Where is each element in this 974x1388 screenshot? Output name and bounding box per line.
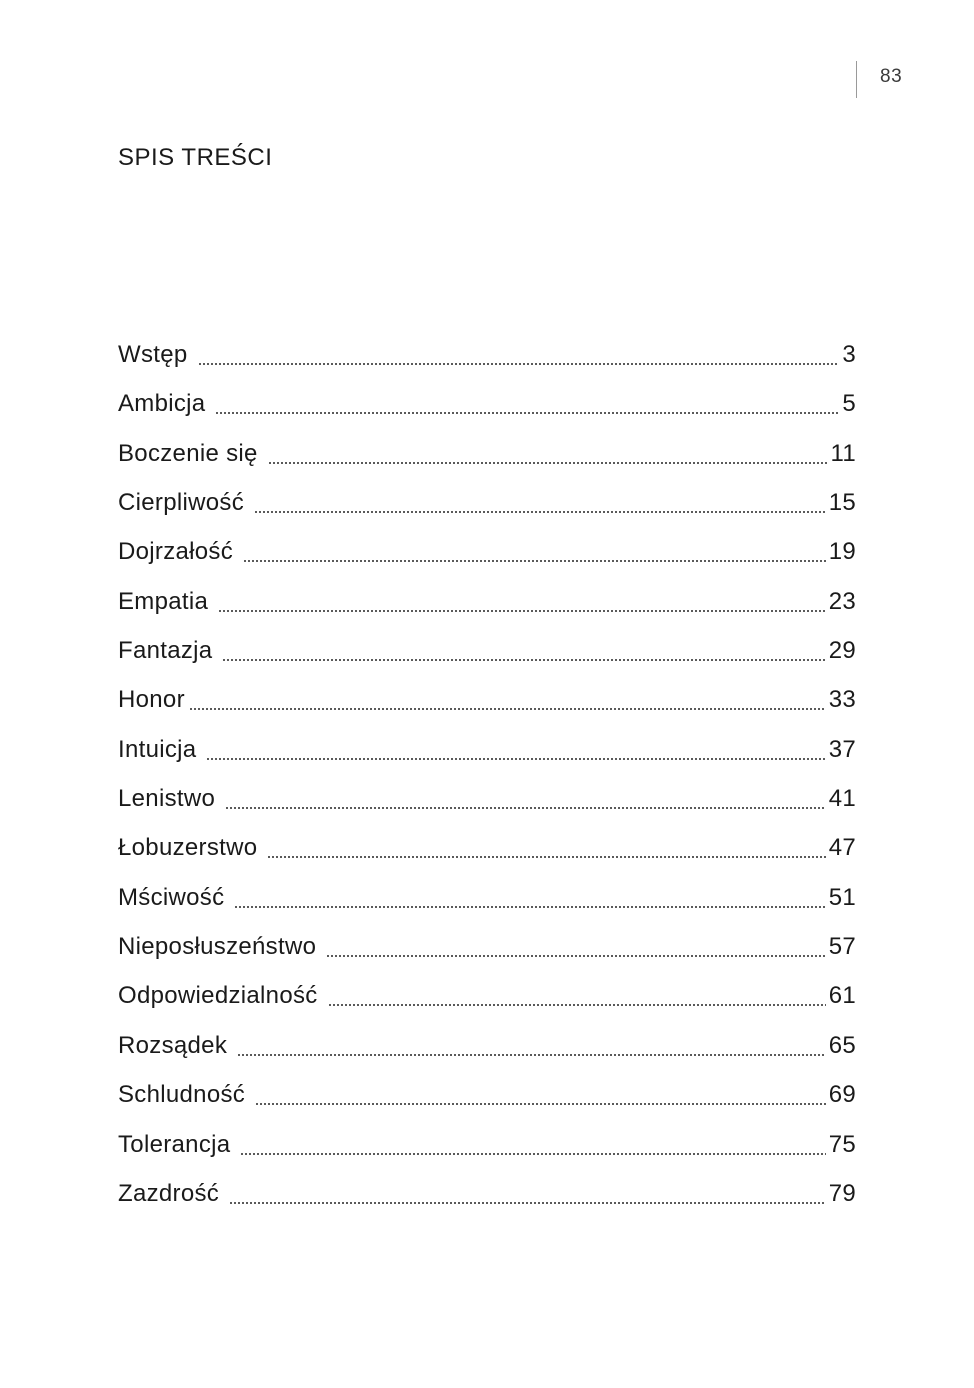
toc-entry-rozsadek[interactable]	[118, 1029, 856, 1078]
toc-entry-label: Honor	[118, 686, 185, 714]
toc-entry-page: 3	[842, 341, 856, 368]
toc-entry-label: Intuicja	[118, 735, 197, 763]
dot-leader	[267, 831, 825, 865]
toc-entry-label: Wstęp	[118, 341, 188, 368]
toc-entry-lenistwo[interactable]	[118, 782, 856, 831]
toc-entry-page: 79	[828, 1179, 856, 1207]
toc-entry-label: Zazdrość	[118, 1179, 220, 1207]
toc-entry-empatia[interactable]	[118, 585, 856, 634]
dot-leader	[198, 338, 840, 372]
dot-leader	[328, 979, 826, 1013]
toc-entry-label: Cierpliwość	[118, 489, 244, 517]
toc-entry-page: 33	[828, 686, 856, 714]
toc-entry-page: 11	[830, 439, 856, 467]
toc-entry-page: 37	[828, 735, 856, 763]
dot-leader	[237, 1029, 826, 1063]
toc-entry-label: Rozsądek	[118, 1031, 228, 1059]
dot-leader	[189, 683, 826, 717]
toc-entry-page: 41	[828, 785, 856, 813]
toc-entry-boczenie-sie[interactable]	[118, 437, 856, 486]
dot-leader	[240, 1128, 825, 1162]
dot-leader	[218, 585, 826, 619]
toc-entry-page: 15	[828, 489, 856, 517]
dot-leader	[243, 535, 826, 569]
dot-leader	[225, 782, 826, 816]
toc-entry-page: 51	[828, 883, 856, 911]
toc-entry-lobuzerstwo[interactable]	[118, 831, 856, 880]
toc-entry-label: Lenistwo	[118, 785, 216, 813]
toc-entry-msciwosc[interactable]	[118, 881, 856, 930]
toc-entry-label: Empatia	[118, 587, 209, 615]
table-of-contents	[118, 338, 856, 1226]
dot-leader	[254, 486, 826, 520]
toc-entry-page: 5	[842, 390, 856, 418]
toc-entry-label: Odpowiedzialność	[118, 982, 318, 1010]
toc-entry-page: 75	[828, 1130, 856, 1158]
toc-entry-page: 65	[828, 1031, 856, 1059]
dot-leader	[255, 1078, 826, 1112]
toc-entry-fantazja[interactable]	[118, 634, 856, 683]
toc-entry-label: Tolerancja	[118, 1130, 231, 1158]
toc-entry-tolerancja[interactable]	[118, 1128, 856, 1177]
toc-entry-page: 23	[828, 587, 856, 615]
dot-leader	[326, 930, 825, 964]
toc-entry-page: 61	[828, 982, 856, 1010]
toc-entry-intuicja[interactable]	[118, 733, 856, 782]
dot-leader	[229, 1177, 826, 1211]
dot-leader	[206, 733, 825, 767]
toc-entry-label: Ambicja	[118, 390, 206, 418]
toc-entry-cierpliwosc[interactable]	[118, 486, 856, 535]
toc-entry-ambicja[interactable]	[118, 387, 856, 436]
toc-entry-label: Dojrzałość	[118, 538, 234, 566]
toc-title: SPIS TREŚCI	[118, 144, 273, 171]
toc-entry-label: Fantazja	[118, 637, 213, 665]
toc-entry-label: Schludność	[118, 1081, 246, 1109]
toc-entry-odpowiedzialnosc[interactable]	[118, 979, 856, 1028]
toc-entry-zazdrosc[interactable]	[118, 1177, 856, 1226]
dot-leader	[222, 634, 825, 668]
toc-entry-page: 47	[828, 834, 856, 862]
dot-leader	[234, 881, 825, 915]
dot-leader	[215, 387, 839, 421]
page-number: 83	[880, 66, 903, 87]
toc-entry-honor[interactable]	[118, 683, 856, 732]
toc-entry-label: Łobuzerstwo	[118, 834, 258, 862]
toc-entry-page: 57	[828, 933, 856, 961]
toc-entry-nieposluszenstwo[interactable]	[118, 930, 856, 979]
header-divider	[856, 61, 857, 98]
dot-leader	[268, 437, 828, 471]
toc-entry-page: 69	[828, 1081, 856, 1109]
toc-entry-label: Nieposłuszeństwo	[118, 933, 317, 961]
toc-entry-dojrzalosc[interactable]	[118, 535, 856, 584]
toc-entry-page: 29	[828, 637, 856, 665]
toc-entry-schludnosc[interactable]	[118, 1078, 856, 1127]
toc-entry-label: Mściwość	[118, 883, 225, 911]
toc-entry-page: 19	[828, 538, 856, 566]
toc-entry-label: Boczenie się	[118, 439, 258, 467]
toc-entry-wstep[interactable]	[118, 338, 856, 387]
